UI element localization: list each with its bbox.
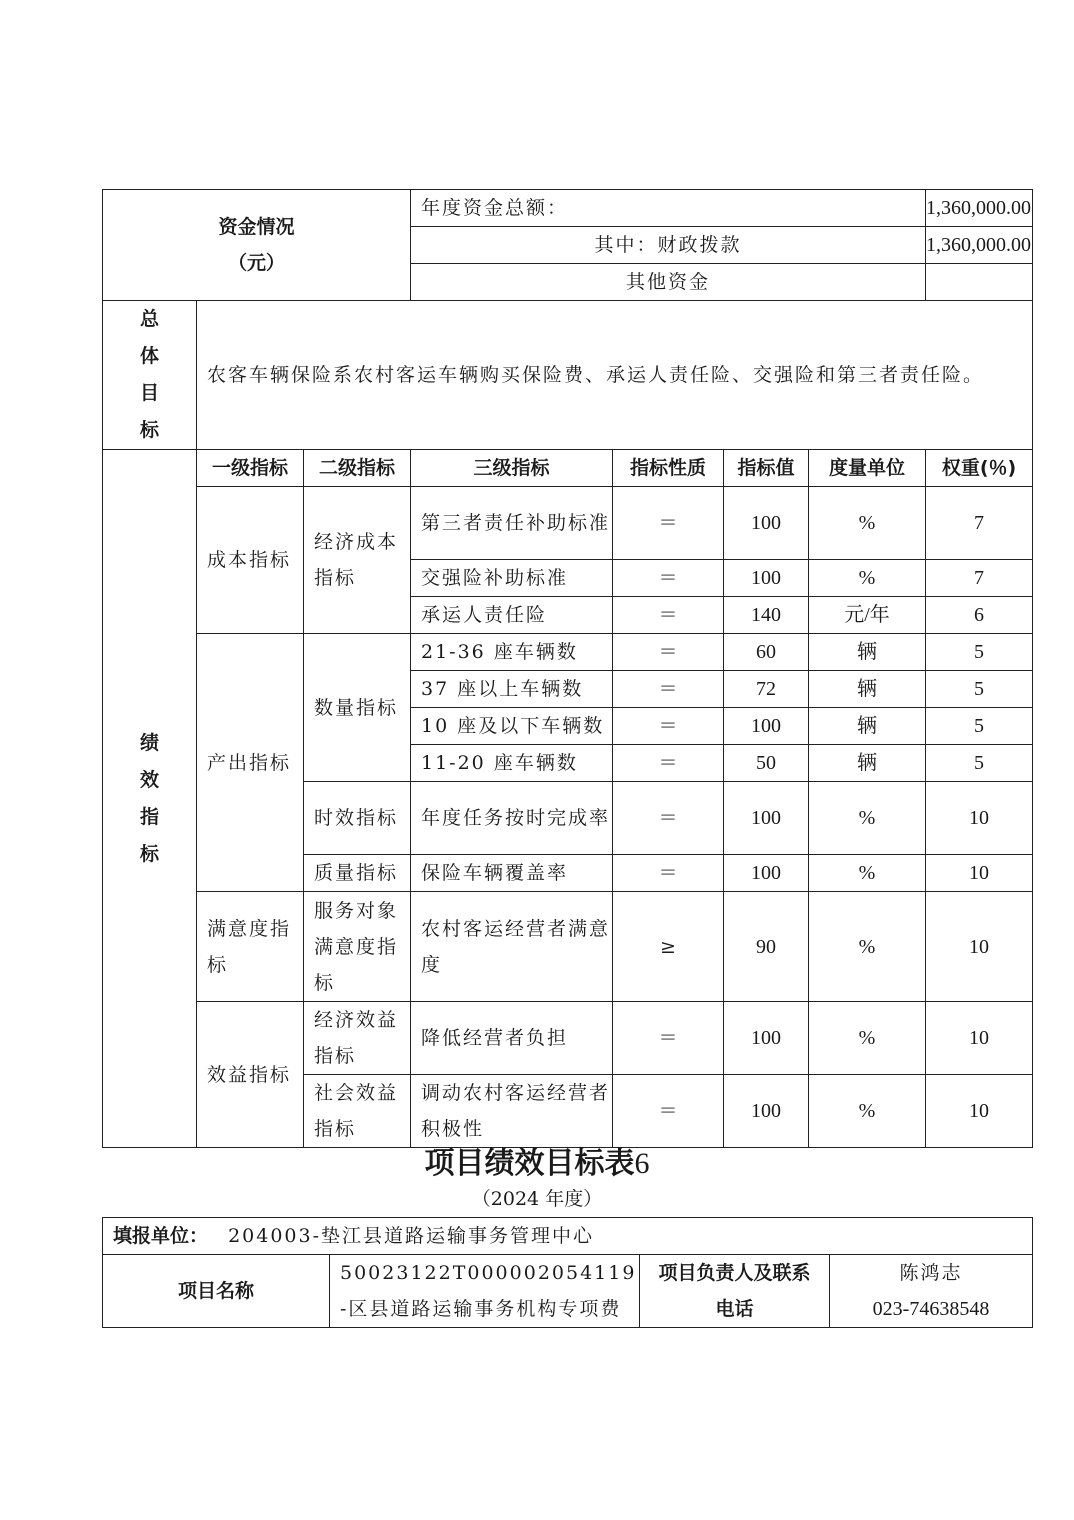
row-nature: ≥ [613, 892, 724, 1002]
row-weight: 10 [926, 892, 1033, 1002]
header-level3: 三级指标 [411, 450, 613, 487]
row-value: 100 [724, 782, 809, 855]
row-name: 年度任务按时完成率 [411, 782, 613, 855]
performance-table-continued [102, 189, 1033, 1148]
row-value: 72 [724, 671, 809, 708]
row-value: 90 [724, 892, 809, 1002]
row-unit: 辆 [809, 745, 926, 782]
level2-economic-cost: 经济成本指标 [304, 487, 411, 634]
next-table-year: （2024 年度） [471, 1188, 603, 1210]
goal-label-char: 总 [139, 308, 159, 330]
funds-other-label: 其他资金 [411, 264, 926, 301]
header-level2: 二级指标 [304, 450, 411, 487]
header-nature: 指标性质 [613, 450, 724, 487]
goal-text: 农客车辆保险系农村客运车辆购买保险费、承运人责任险、交强险和第三者责任险。 [197, 301, 1033, 450]
row-unit: % [809, 1075, 926, 1148]
header-level1: 一级指标 [197, 450, 304, 487]
row-value: 50 [724, 745, 809, 782]
indicators-label-char: 指 [139, 805, 159, 828]
row-value: 100 [724, 708, 809, 745]
row-name: 交强险补助标准 [411, 560, 613, 597]
row-name: 承运人责任险 [411, 597, 613, 634]
row-weight: 5 [926, 671, 1033, 708]
row-name: 降低经营者负担 [411, 1002, 613, 1075]
next-table-title [0, 1142, 1074, 1186]
level2-quantity: 数量指标 [304, 634, 411, 782]
level1-cost: 成本指标 [197, 487, 304, 634]
contact-phone: 023-74638548 [872, 1298, 990, 1320]
project-name-label: 项目名称 [103, 1255, 330, 1328]
funds-fiscal-label: 其中：财政拨款 [411, 227, 926, 264]
funds-other-value [926, 264, 1033, 301]
row-name: 保险车辆覆盖率 [411, 855, 613, 892]
row-value: 100 [724, 855, 809, 892]
header-unit: 度量单位 [809, 450, 926, 487]
row-weight: 7 [926, 560, 1033, 597]
funds-label: 资金情况 [218, 216, 295, 238]
row-unit: % [809, 892, 926, 1002]
row-unit: 辆 [809, 671, 926, 708]
funds-label-cell [103, 190, 411, 301]
row-nature: ＝ [613, 1075, 724, 1148]
row-unit: % [809, 782, 926, 855]
row-weight: 10 [926, 1075, 1033, 1148]
level2-quality: 质量指标 [304, 855, 411, 892]
filler-label: 填报单位： [113, 1225, 209, 1247]
row-weight: 10 [926, 1002, 1033, 1075]
project-name-value: 50023122T000002054119-区县道路运输事务机构专项费 [330, 1255, 640, 1328]
funds-total-label: 年度资金总额： [411, 190, 926, 227]
contact-label: 项目负责人及联系电话 [640, 1255, 830, 1328]
row-unit: 辆 [809, 708, 926, 745]
filler-value: 204003-垫江县道路运输事务管理中心 [228, 1225, 595, 1247]
level1-satisfaction: 满意度指标 [197, 892, 304, 1002]
goal-label-char: 目 [139, 382, 159, 404]
row-name: 11-20 座车辆数 [411, 745, 613, 782]
funds-total-value: 1,360,000.00 [926, 190, 1033, 227]
row-value: 100 [724, 1002, 809, 1075]
row-nature: ＝ [613, 1002, 724, 1075]
row-name: 农村客运经营者满意度 [411, 892, 613, 1002]
indicators-label-char: 效 [139, 768, 159, 791]
indicators-label [103, 450, 197, 1148]
filler-row [103, 1218, 1033, 1255]
contact-cell [830, 1255, 1033, 1328]
row-name: 10 座及以下车辆数 [411, 708, 613, 745]
row-nature: ＝ [613, 487, 724, 560]
next-table-title-number: 6 [634, 1147, 650, 1180]
row-weight: 5 [926, 634, 1033, 671]
row-name: 调动农村客运经营者积极性 [411, 1075, 613, 1148]
row-name: 37 座以上车辆数 [411, 671, 613, 708]
row-name: 第三者责任补助标准 [411, 487, 613, 560]
row-value: 100 [724, 487, 809, 560]
row-weight: 5 [926, 745, 1033, 782]
row-name: 21-36 座车辆数 [411, 634, 613, 671]
row-weight: 10 [926, 782, 1033, 855]
row-unit: % [809, 1002, 926, 1075]
funds-fiscal-value: 1,360,000.00 [926, 227, 1033, 264]
row-nature: ＝ [613, 708, 724, 745]
funds-unit: （元） [227, 252, 285, 274]
row-unit: % [809, 487, 926, 560]
indicators-label-char: 标 [139, 842, 159, 865]
level2-timeliness: 时效指标 [304, 782, 411, 855]
header-weight: 权重(％) [926, 450, 1033, 487]
row-nature: ＝ [613, 855, 724, 892]
row-weight: 6 [926, 597, 1033, 634]
row-unit: % [809, 560, 926, 597]
goal-label-char: 标 [139, 419, 159, 441]
row-weight: 7 [926, 487, 1033, 560]
row-weight: 10 [926, 855, 1033, 892]
goal-label-char: 体 [139, 345, 159, 367]
row-nature: ＝ [613, 671, 724, 708]
next-table-title-text: 项目绩效目标表 [424, 1146, 635, 1181]
row-nature: ＝ [613, 634, 724, 671]
indicators-label-char: 绩 [139, 731, 159, 754]
project-info-table [102, 1217, 1033, 1328]
level1-output: 产出指标 [197, 634, 304, 892]
row-unit: 元/年 [809, 597, 926, 634]
header-value: 指标值 [724, 450, 809, 487]
level1-benefit: 效益指标 [197, 1002, 304, 1148]
row-value: 140 [724, 597, 809, 634]
row-value: 100 [724, 1075, 809, 1148]
row-nature: ＝ [613, 745, 724, 782]
level2-economic-benefit: 经济效益指标 [304, 1002, 411, 1075]
level2-service-satisfaction: 服务对象满意度指标 [304, 892, 411, 1002]
row-value: 100 [724, 560, 809, 597]
row-weight: 5 [926, 708, 1033, 745]
row-unit: % [809, 855, 926, 892]
contact-name: 陈鸿志 [899, 1262, 963, 1284]
level2-social-benefit: 社会效益指标 [304, 1075, 411, 1148]
row-nature: ＝ [613, 560, 724, 597]
row-value: 60 [724, 634, 809, 671]
row-nature: ＝ [613, 782, 724, 855]
row-unit: 辆 [809, 634, 926, 671]
goal-label [103, 301, 197, 450]
row-nature: ＝ [613, 597, 724, 634]
